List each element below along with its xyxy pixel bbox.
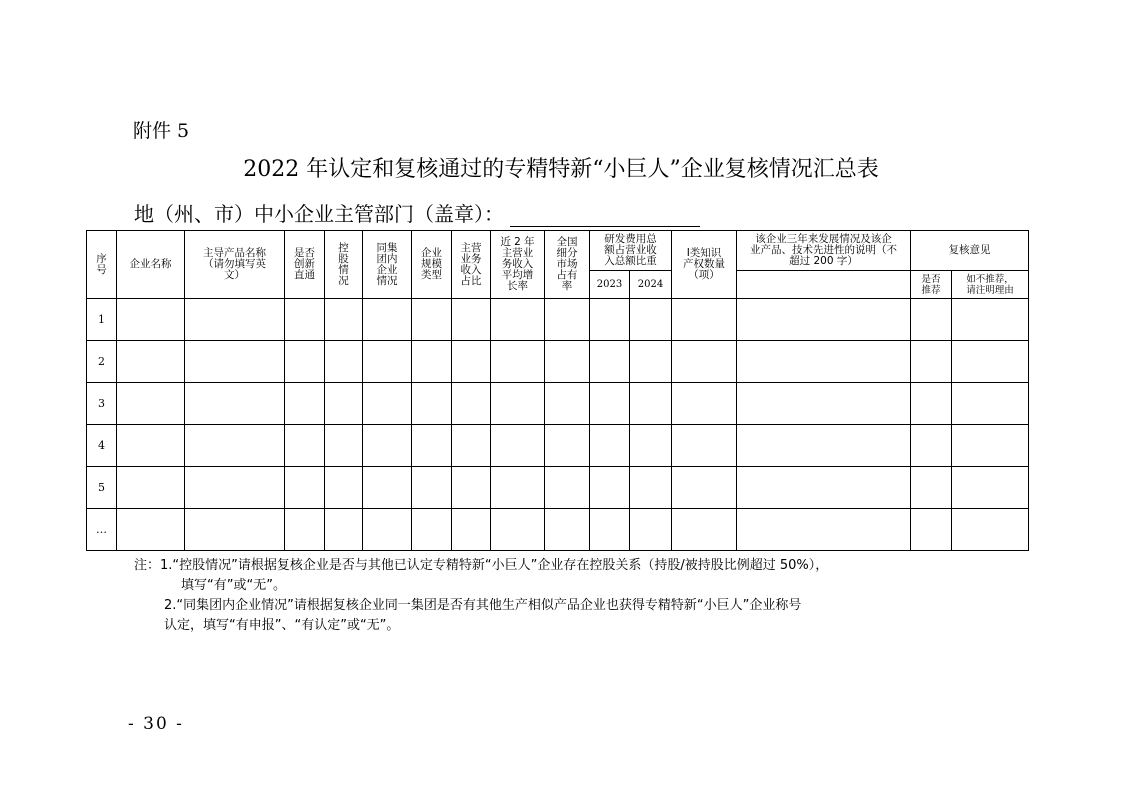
table-cell[interactable] xyxy=(672,425,737,467)
header-innovation: 是否 创新 直通 xyxy=(285,231,325,299)
table-cell[interactable] xyxy=(412,509,452,551)
table-cell[interactable] xyxy=(491,383,545,425)
table-row xyxy=(87,425,1029,467)
table-cell[interactable] xyxy=(590,425,630,467)
table-row xyxy=(87,467,1029,509)
table-cell[interactable] xyxy=(412,299,452,341)
table-cell[interactable] xyxy=(285,383,325,425)
table-cell[interactable] xyxy=(363,341,412,383)
table-cell[interactable] xyxy=(185,467,285,509)
table-cell[interactable] xyxy=(545,299,590,341)
table-cell[interactable] xyxy=(952,425,1029,467)
notes xyxy=(134,556,828,636)
table-cell[interactable] xyxy=(630,341,672,383)
table-cell[interactable] xyxy=(672,509,737,551)
table-cell[interactable] xyxy=(412,467,452,509)
table-cell[interactable] xyxy=(545,509,590,551)
header-market: 全国 细分 市场 占有 率 xyxy=(545,231,590,299)
table-cell[interactable] xyxy=(325,299,363,341)
table-cell[interactable] xyxy=(952,509,1029,551)
header-development: 该企业三年来发展情况及该企 业产品、技术先进性的说明（不 超过 200 字） xyxy=(737,231,911,271)
header-recommend: 是否 推荐 xyxy=(911,271,952,299)
header-reason: 如不推荐， 请注明理由 xyxy=(952,271,1029,299)
table-cell[interactable] xyxy=(630,383,672,425)
table-cell[interactable] xyxy=(285,299,325,341)
table-cell[interactable] xyxy=(737,383,911,425)
table-cell[interactable] xyxy=(911,509,952,551)
header-main-business: 主营 业务 收入 占比 xyxy=(452,231,491,299)
table-cell[interactable] xyxy=(117,467,185,509)
header-company: 企业名称 xyxy=(117,231,185,299)
table-cell[interactable] xyxy=(590,467,630,509)
row-index: 3 xyxy=(87,383,117,425)
table-cell[interactable] xyxy=(117,509,185,551)
table-cell[interactable] xyxy=(117,425,185,467)
table-cell[interactable] xyxy=(737,467,911,509)
header-review: 复核意见 xyxy=(911,231,1029,271)
table-cell[interactable] xyxy=(911,425,952,467)
table-cell[interactable] xyxy=(452,341,491,383)
table-cell[interactable] xyxy=(285,341,325,383)
row-index: … xyxy=(87,509,117,551)
department-label: 地（州、市）中小企业主管部门（盖章）： xyxy=(134,202,504,226)
table-cell[interactable] xyxy=(285,509,325,551)
table-cell[interactable] xyxy=(117,383,185,425)
table-cell[interactable] xyxy=(363,383,412,425)
table-cell[interactable] xyxy=(672,341,737,383)
header-group: 同集 团内 企业 情况 xyxy=(363,231,412,299)
table-cell[interactable] xyxy=(911,383,952,425)
table-cell[interactable] xyxy=(491,425,545,467)
table-cell[interactable] xyxy=(545,425,590,467)
header-development-sub xyxy=(737,271,911,299)
table-cell[interactable] xyxy=(185,299,285,341)
header-growth: 近 2 年 主营业 务收入 平均增 长率 xyxy=(491,231,545,299)
row-index: 4 xyxy=(87,425,117,467)
table-cell[interactable] xyxy=(737,299,911,341)
table-cell[interactable] xyxy=(737,341,911,383)
table-cell[interactable] xyxy=(325,425,363,467)
page-number: - 30 - xyxy=(128,714,184,734)
table-cell[interactable] xyxy=(545,341,590,383)
note-1-line-1: 注：1.“控股情况”请根据复核企业是否与其他已认定专精特新“小巨人”企业存在控股关系（持股/被持股比例超过 50%）， xyxy=(134,558,829,573)
document-title: 2022 年认定和复核通过的专精特新“小巨人”企业复核情况汇总表 xyxy=(243,157,879,182)
table-row xyxy=(87,299,1029,341)
table-cell[interactable] xyxy=(117,299,185,341)
table-cell[interactable] xyxy=(672,467,737,509)
table-cell[interactable] xyxy=(285,467,325,509)
table-cell[interactable] xyxy=(952,341,1029,383)
table-cell[interactable] xyxy=(491,509,545,551)
table-cell[interactable] xyxy=(630,509,672,551)
table-cell[interactable] xyxy=(412,341,452,383)
table-cell[interactable] xyxy=(185,341,285,383)
header-rd-year2: 2024 xyxy=(630,271,672,299)
table-cell[interactable] xyxy=(452,509,491,551)
note-1-line-2: 填写“有”或“无”。 xyxy=(181,578,286,593)
table-cell[interactable] xyxy=(590,509,630,551)
table-cell[interactable] xyxy=(545,383,590,425)
table-cell[interactable] xyxy=(952,467,1029,509)
header-scale: 企业 规模 类型 xyxy=(412,231,452,299)
table-cell[interactable] xyxy=(325,467,363,509)
table-cell[interactable] xyxy=(412,425,452,467)
table-cell[interactable] xyxy=(363,299,412,341)
table-cell[interactable] xyxy=(452,383,491,425)
table-cell[interactable] xyxy=(491,467,545,509)
summary-table xyxy=(86,230,1029,551)
table-cell[interactable] xyxy=(545,467,590,509)
table-cell[interactable] xyxy=(630,299,672,341)
note-2-line-1: 2.“同集团内企业情况”请根据复核企业同一集团是否有其他生产相似产品企业也获得专精特新“小巨人”企业称号 xyxy=(164,598,802,613)
table-cell[interactable] xyxy=(737,425,911,467)
header-seq: 序 号 xyxy=(87,231,117,299)
table-cell[interactable] xyxy=(185,509,285,551)
table-cell[interactable] xyxy=(590,299,630,341)
table-cell[interactable] xyxy=(452,467,491,509)
table-cell[interactable] xyxy=(325,509,363,551)
header-row-1 xyxy=(87,231,1029,271)
table-cell[interactable] xyxy=(737,509,911,551)
attachment-label: 附件 5 xyxy=(133,120,190,142)
table-cell[interactable] xyxy=(325,383,363,425)
header-product: 主导产品名称 （请勿填写英 文） xyxy=(185,231,285,299)
note-2-line-2: 认定，填写“有申报”、“有认定”或“无”。 xyxy=(164,618,400,633)
table-row xyxy=(87,509,1029,551)
table-cell[interactable] xyxy=(630,425,672,467)
table-cell[interactable] xyxy=(452,425,491,467)
header-rd-year1: 2023 xyxy=(590,271,630,299)
header-ip: Ⅰ类知识 产权数量 （项） xyxy=(672,231,737,299)
table-cell[interactable] xyxy=(325,341,363,383)
table-cell[interactable] xyxy=(285,425,325,467)
table-cell[interactable] xyxy=(911,299,952,341)
header-holding: 控 股 情 况 xyxy=(325,231,363,299)
table-cell[interactable] xyxy=(952,299,1029,341)
row-index: 1 xyxy=(87,299,117,341)
table-row xyxy=(87,341,1029,383)
table-cell[interactable] xyxy=(117,341,185,383)
table-cell[interactable] xyxy=(412,383,452,425)
table-cell[interactable] xyxy=(491,299,545,341)
table-cell[interactable] xyxy=(630,467,672,509)
table-cell[interactable] xyxy=(911,467,952,509)
table-cell[interactable] xyxy=(185,383,285,425)
table-cell[interactable] xyxy=(672,383,737,425)
department-line xyxy=(134,198,700,227)
table-cell[interactable] xyxy=(185,425,285,467)
table-cell[interactable] xyxy=(672,299,737,341)
row-index: 2 xyxy=(87,341,117,383)
table-cell[interactable] xyxy=(911,341,952,383)
table-cell[interactable] xyxy=(590,383,630,425)
table-row xyxy=(87,383,1029,425)
table-cell[interactable] xyxy=(590,341,630,383)
row-index: 5 xyxy=(87,467,117,509)
table-cell[interactable] xyxy=(452,299,491,341)
header-rd: 研发费用总 额占营业收 入总额比重 xyxy=(590,231,672,271)
table-cell[interactable] xyxy=(363,425,412,467)
table-cell[interactable] xyxy=(491,341,545,383)
department-fill-line xyxy=(510,208,700,227)
table-cell[interactable] xyxy=(952,383,1029,425)
table-cell[interactable] xyxy=(363,467,412,509)
table-cell[interactable] xyxy=(363,509,412,551)
